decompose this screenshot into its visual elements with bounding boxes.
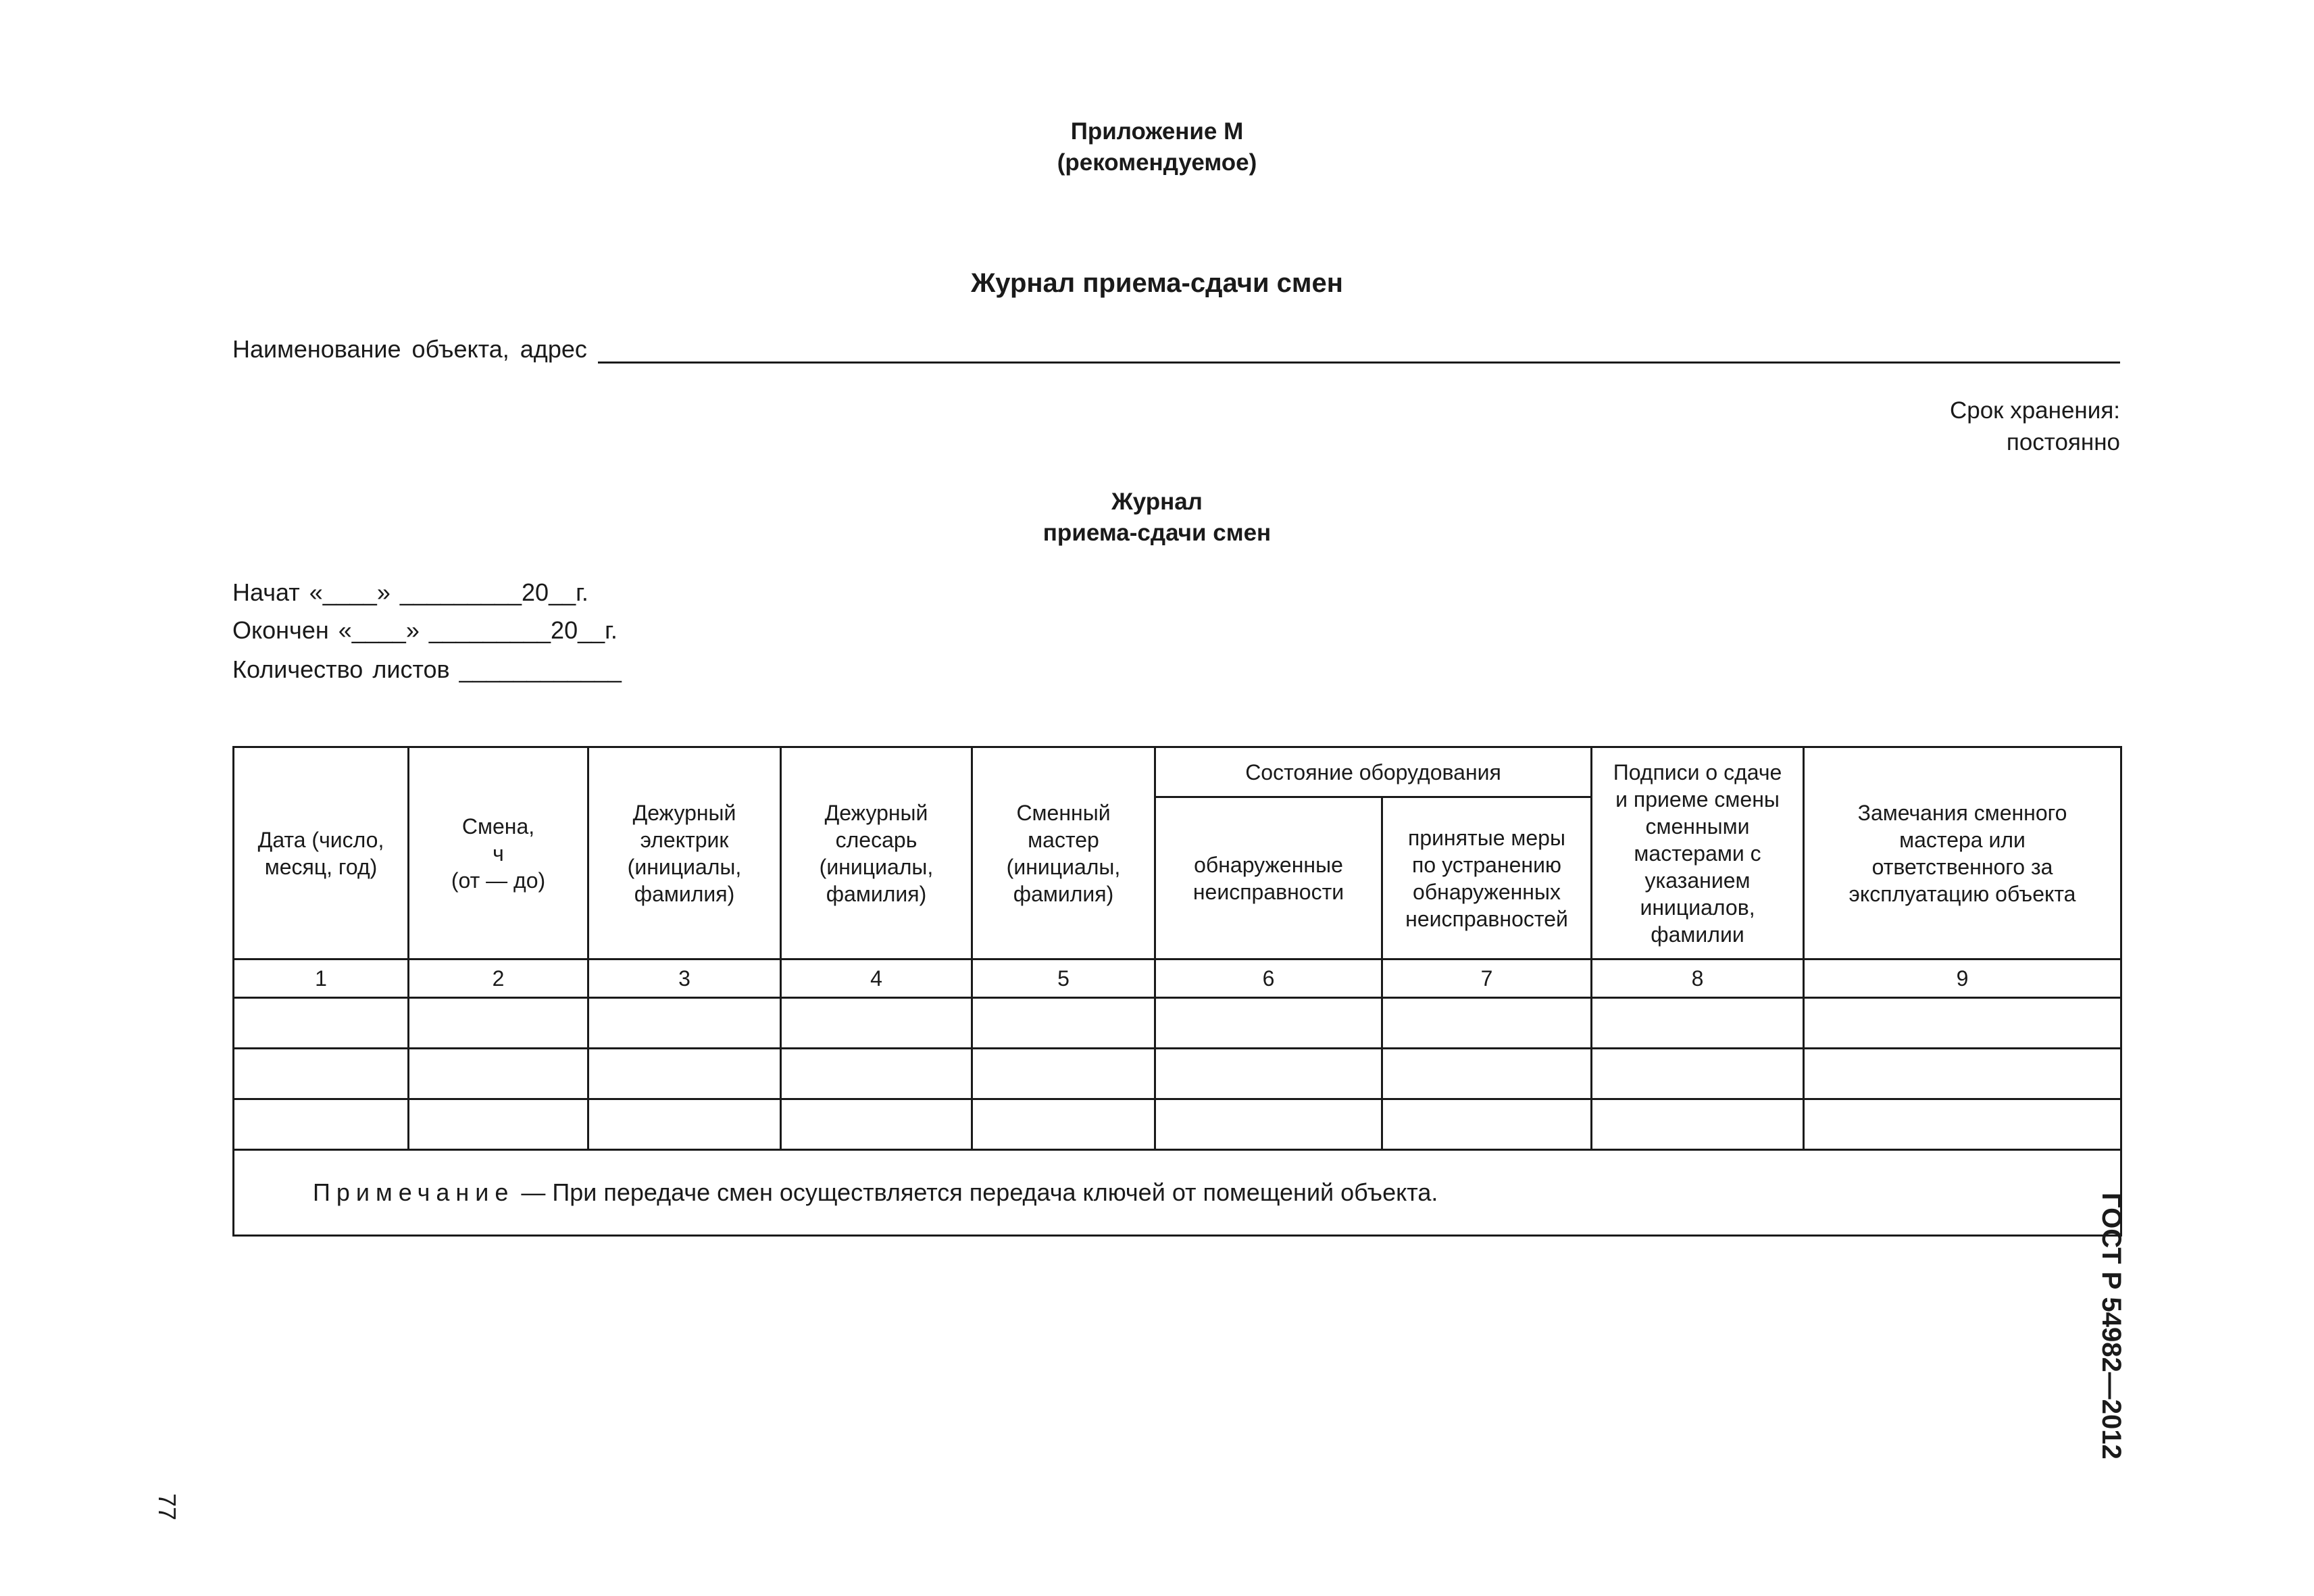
note-text: — При передаче смен осуществляется передача ключей от помещений объекта.: [514, 1178, 1438, 1206]
header-equipment-state: Состояние оборудования: [1155, 747, 1592, 797]
table-cell: [588, 1049, 781, 1099]
object-name-label: Наименование объекта, адрес: [232, 335, 587, 363]
header-remarks-line: эксплуатацию объекта: [1848, 881, 2076, 906]
table-cell: [1382, 1099, 1592, 1150]
table-cell: [781, 998, 972, 1049]
header-shift-line: (от — до): [451, 868, 546, 893]
table-cell: [972, 1049, 1155, 1099]
note-row: [234, 1150, 2121, 1236]
shift-log-table: [232, 746, 2122, 1237]
table-cell: [1155, 998, 1382, 1049]
header-signatures-line: инициалов,: [1640, 895, 1755, 920]
header-master-line: мастер: [1028, 827, 1099, 852]
journal-form-title-line1: Журнал: [1111, 489, 1203, 515]
header-electrician-line: Дежурный: [632, 800, 736, 825]
column-number: 2: [409, 959, 588, 998]
header-date-line: Дата (число,: [257, 827, 384, 852]
header-locksmith: [781, 747, 972, 959]
header-shift: [409, 747, 588, 959]
table-cell: [1592, 1099, 1804, 1150]
header-measures-line: обнаруженных: [1413, 879, 1561, 904]
header-master-line: фамилия): [1013, 881, 1114, 906]
object-name-blank-line: [598, 337, 2120, 364]
journal-form-title-line2: приема-сдачи смен: [1042, 520, 1272, 546]
table-cell: [234, 1099, 409, 1150]
header-locksmith-line: Дежурный: [824, 800, 928, 825]
header-row-top: [234, 747, 2121, 797]
page-number: 77: [153, 1493, 181, 1521]
header-signatures-line: мастерами с: [1634, 841, 1761, 866]
table-cell: [409, 1099, 588, 1150]
table-cell: [1382, 1049, 1592, 1099]
column-number: 7: [1382, 959, 1592, 998]
started-date-line: Начат «____» _________20__г.: [232, 578, 588, 606]
column-number: 6: [1155, 959, 1382, 998]
sheet-count-line: Количество листов ____________: [232, 655, 622, 683]
table-cell: [781, 1049, 972, 1099]
header-signatures-line: указанием: [1644, 868, 1751, 893]
table-cell: [588, 998, 781, 1049]
journal-form-title: [0, 487, 2314, 549]
table-cell: [234, 998, 409, 1049]
header-shift-line: Смена,: [461, 814, 535, 839]
header-remarks-line: ответственного за: [1871, 854, 2053, 879]
header-measures-line: неисправностей: [1405, 906, 1568, 931]
table-cell: [972, 1099, 1155, 1150]
table-cell: [1155, 1099, 1382, 1150]
header-date: [234, 747, 409, 959]
table-row: [234, 998, 2121, 1049]
header-measures-taken: [1382, 797, 1592, 959]
header-shift-line: ч: [493, 841, 504, 866]
header-electrician-line: фамилия): [634, 881, 735, 906]
header-signatures-line: и приеме смены: [1615, 787, 1780, 812]
header-locksmith-line: слесарь: [835, 827, 917, 852]
header-master-line: (инициалы,: [1006, 854, 1121, 879]
object-name-field: [232, 335, 2120, 364]
table-cell: [409, 1049, 588, 1099]
column-number: 8: [1592, 959, 1804, 998]
header-signatures-line: сменными: [1645, 814, 1750, 839]
header-locksmith-line: фамилия): [826, 881, 927, 906]
table-cell: [1804, 1099, 2121, 1150]
column-number-row: [234, 959, 2121, 998]
appendix-title: Приложение М: [1070, 118, 1244, 145]
table-cell: [1592, 998, 1804, 1049]
note-label: Примечание: [313, 1178, 515, 1206]
header-signatures: [1592, 747, 1804, 959]
standard-code: ГОСТ Р 54982—2012: [2096, 1193, 2126, 1460]
appendix-status: (рекомендуемое): [1057, 149, 1257, 176]
header-signatures-line: фамилии: [1651, 922, 1744, 947]
header-shift-master: [972, 747, 1155, 959]
header-faults-line: неисправности: [1192, 879, 1344, 904]
column-number: 4: [781, 959, 972, 998]
table-cell: [1804, 998, 2121, 1049]
appendix-heading: [0, 116, 2314, 178]
storage-value: постоянно: [2006, 429, 2120, 455]
header-master-line: Сменный: [1016, 800, 1111, 825]
finished-date-line: Окончен «____» _________20__г.: [232, 616, 618, 644]
column-number: 3: [588, 959, 781, 998]
table-cell: [1155, 1049, 1382, 1099]
header-remarks-line: Замечания сменного: [1857, 800, 2067, 825]
column-number: 1: [234, 959, 409, 998]
header-electrician: [588, 747, 781, 959]
header-electrician-line: электрик: [640, 827, 729, 852]
table-cell: [234, 1049, 409, 1099]
column-number: 5: [972, 959, 1155, 998]
column-number: 9: [1804, 959, 2121, 998]
table-cell: [1804, 1049, 2121, 1099]
header-faults-found: [1155, 797, 1382, 959]
header-remarks: [1804, 747, 2121, 959]
table-cell: [1592, 1049, 1804, 1099]
header-faults-line: обнаруженные: [1194, 852, 1343, 877]
header-signatures-line: Подписи о сдаче: [1613, 759, 1782, 784]
table-cell: [1382, 998, 1592, 1049]
storage-label: Срок хранения:: [1949, 397, 2120, 424]
header-measures-line: по устранению: [1412, 852, 1561, 877]
table-row: [234, 1099, 2121, 1150]
table-cell: [409, 998, 588, 1049]
table-cell: [972, 998, 1155, 1049]
header-date-line: месяц, год): [264, 854, 378, 879]
header-electrician-line: (инициалы,: [627, 854, 742, 879]
table-note: [234, 1150, 2121, 1236]
header-measures-line: принятые меры: [1408, 825, 1565, 850]
table-row: [234, 1049, 2121, 1099]
header-locksmith-line: (инициалы,: [819, 854, 934, 879]
table-cell: [781, 1099, 972, 1150]
table-cell: [588, 1099, 781, 1150]
storage-period: [1950, 395, 2120, 458]
document-title: Журнал приема-сдачи смен: [971, 268, 1343, 298]
header-remarks-line: мастера или: [1899, 827, 2026, 852]
